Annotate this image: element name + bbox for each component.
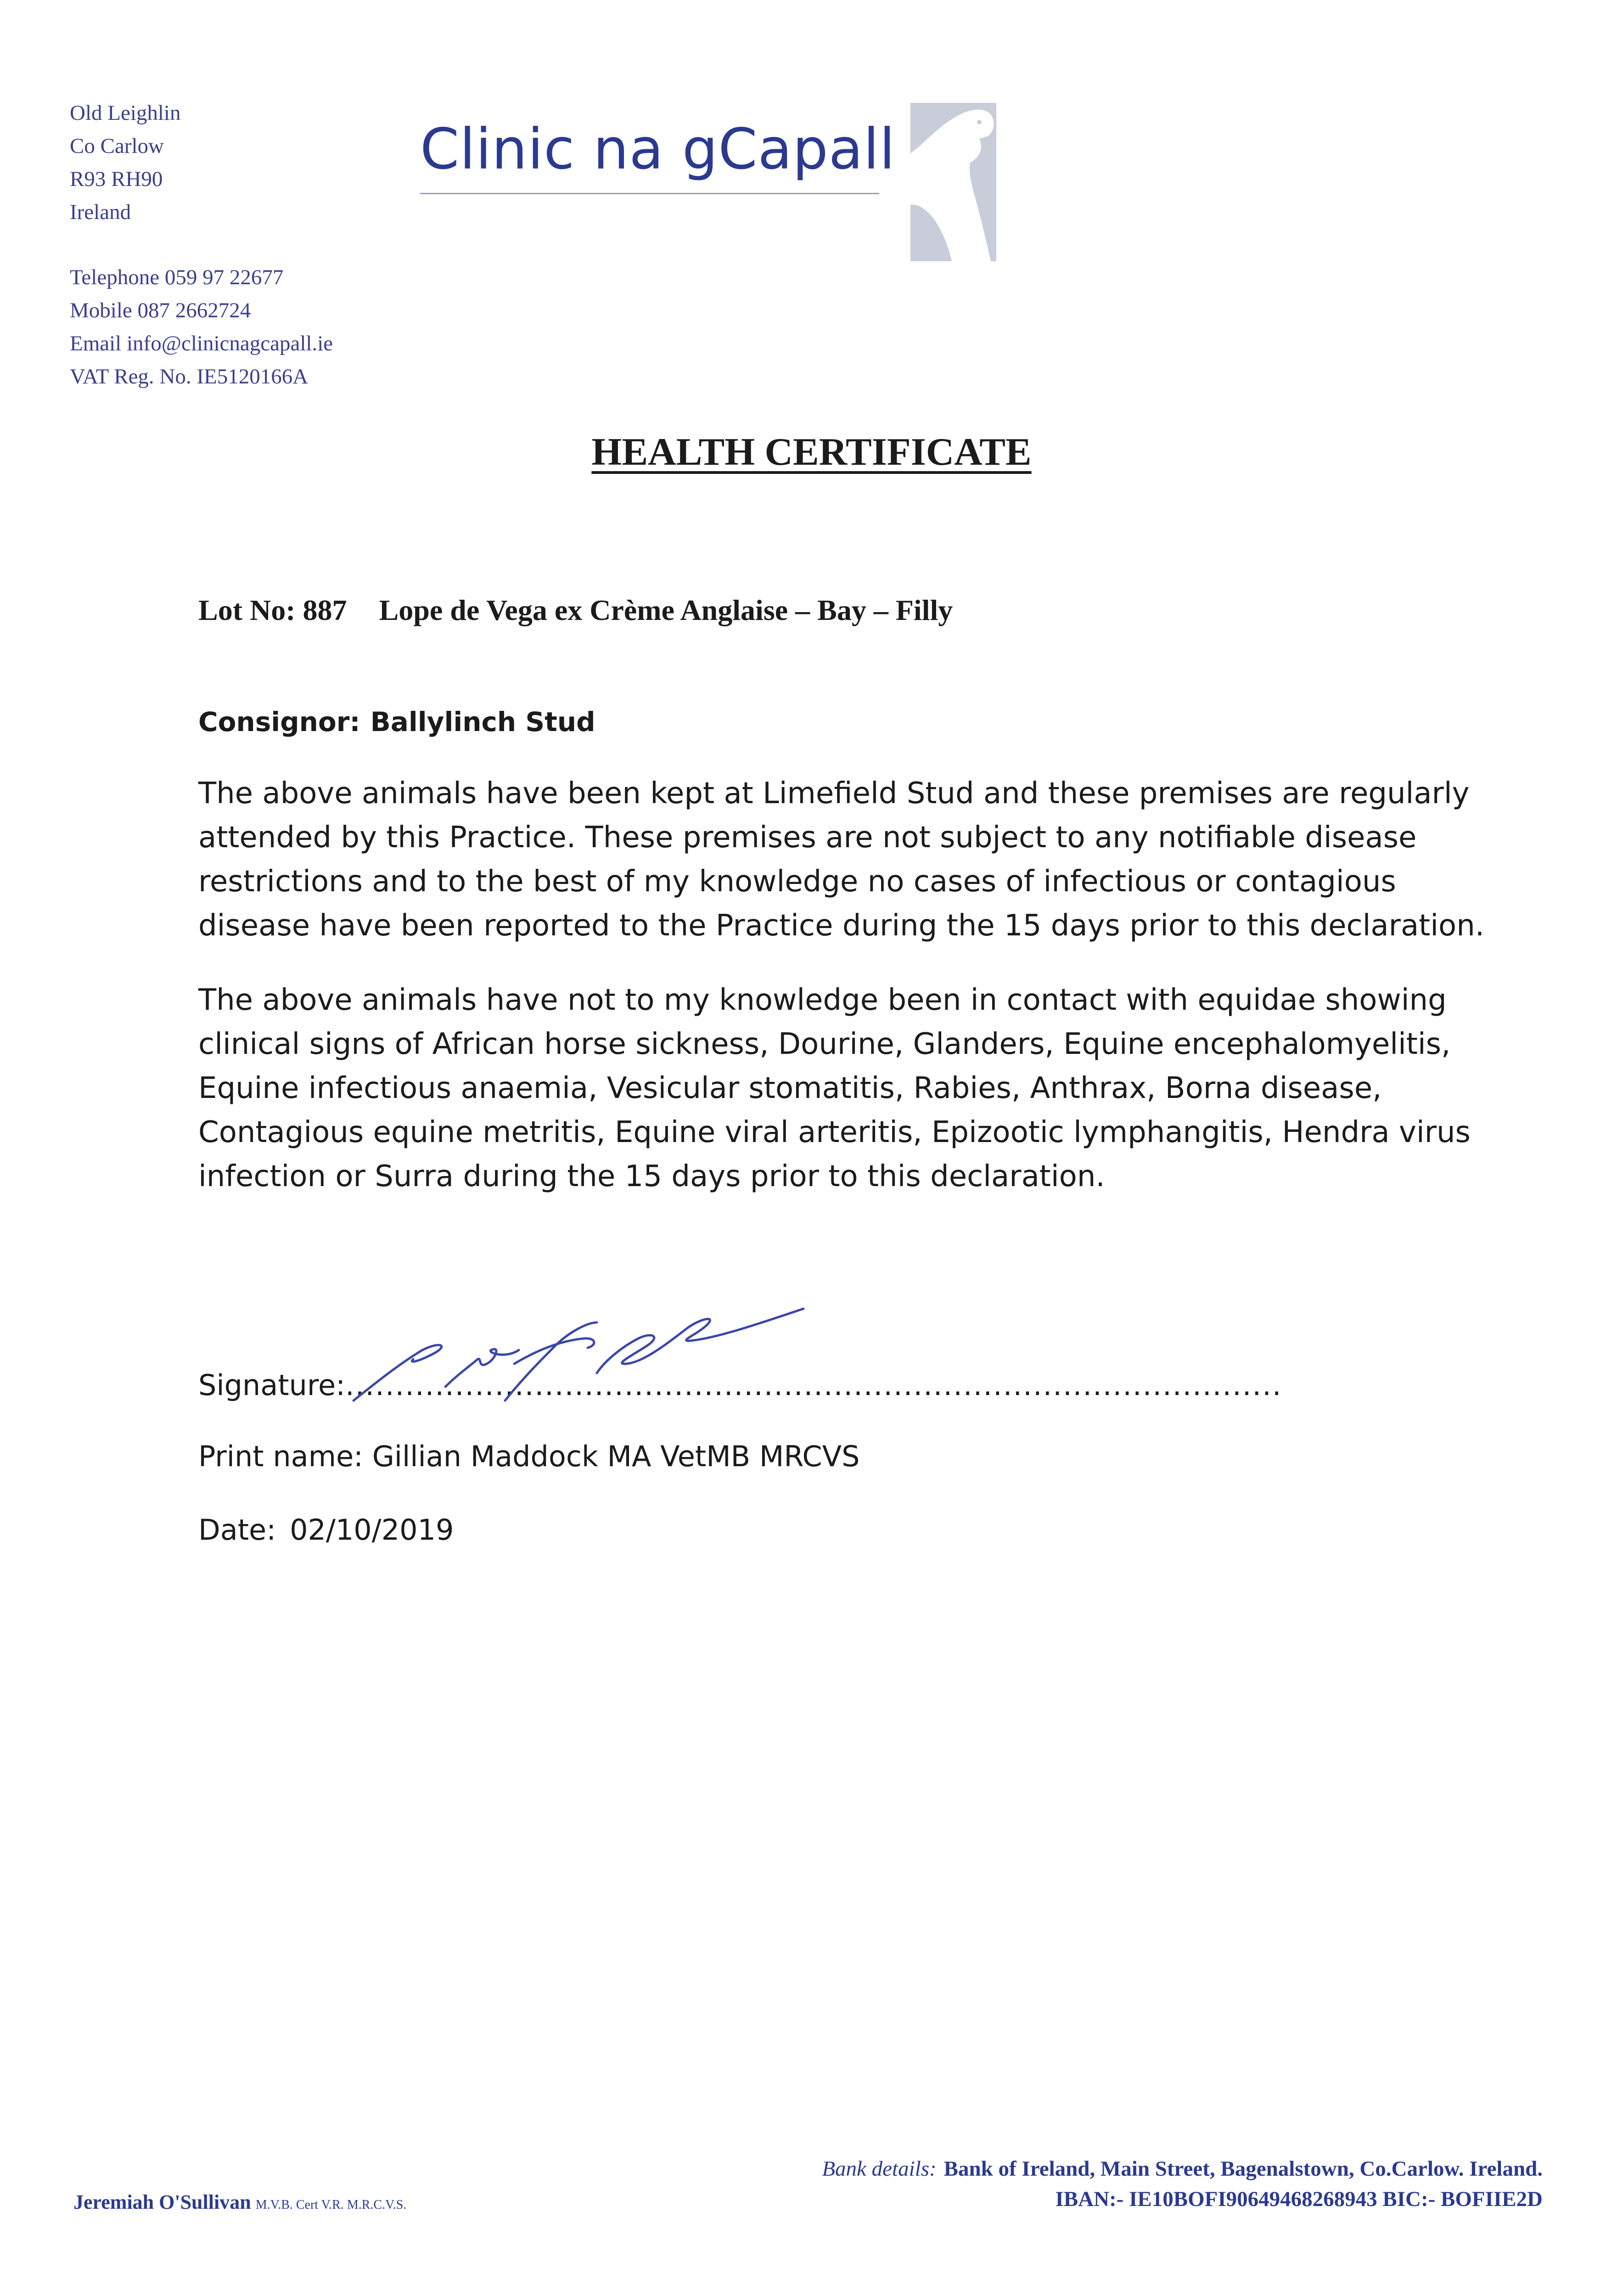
consignor-line [198, 706, 595, 737]
paragraph-line: The above animals have been kept at Limefield Stud and these premises are regularly [198, 777, 1470, 810]
email-line: Email info@clinicnagcapall.ie [70, 332, 333, 355]
bank-address: Bank of Ireland, Main Street, Bagenalstown, Co.Carlow. Ireland. [943, 2157, 1543, 2181]
footer-bank-details [822, 2154, 1543, 2214]
iban-bic: IBAN:- IE10BOFI90649468268943 BIC:- BOFIIE2D [1055, 2187, 1543, 2211]
paragraph-line: The above animals have not to my knowledge been in contact with equidae showing [198, 983, 1447, 1017]
print-name: Print name: Gillian Maddock MA VetMB MRCVS [198, 1440, 860, 1473]
handwritten-signature [340, 1295, 891, 1414]
address-line: Co Carlow [70, 134, 164, 158]
address-line: Ireland [70, 200, 131, 224]
paragraph-line: disease have been reported to the Practice during the 15 days prior to this declaration. [198, 909, 1485, 943]
paragraph-line: attended by this Practice. These premises are not subject to any notifiable disease [198, 821, 1417, 855]
vet-qualifications: M.V.B. Cert V.R. M.R.C.V.S. [255, 2198, 407, 2212]
bank-label: Bank details: [822, 2157, 937, 2181]
paragraph-line: restrictions and to the best of my knowledge no cases of infectious or contagious [198, 865, 1396, 899]
address-line: R93 RH90 [70, 167, 163, 191]
horse-head-icon [910, 103, 996, 261]
paragraph-line: Contagious equine metritis, Equine viral arteritis, Epizootic lymphangitis, Hendra virus [198, 1115, 1471, 1149]
lot-line [198, 593, 953, 627]
paragraph-line: Equine infectious anaemia, Vesicular stomatitis, Rabies, Anthrax, Borna disease, [198, 1071, 1382, 1105]
clinic-logo-text: Clinic na gCapall [420, 117, 896, 182]
address-line: Old Leighlin [70, 101, 181, 125]
signature-dots: .............................................................................................. [345, 1368, 1282, 1402]
date-label: Date: [198, 1513, 276, 1547]
page-title: HEALTH CERTIFICATE [591, 430, 1032, 473]
disease-contact-paragraph [198, 978, 1471, 1199]
signature-label: Signature: [198, 1368, 345, 1402]
letterhead-address [70, 96, 333, 393]
lot-description: Lope de Vega ex Crème Anglaise – Bay – Filly [379, 594, 953, 626]
lot-number: Lot No: 887 [198, 594, 347, 626]
footer-vet [73, 2190, 406, 2214]
date-value: 02/10/2019 [290, 1513, 454, 1547]
telephone-line: Telephone 059 97 22677 [70, 265, 284, 289]
vat-line: VAT Reg. No. IE5120166A [70, 365, 309, 388]
date-line [198, 1513, 454, 1547]
logo-underline [420, 193, 879, 194]
vet-name: Jeremiah O'Sullivan [73, 2191, 251, 2213]
mobile-line: Mobile 087 2662724 [70, 298, 251, 322]
premises-paragraph [198, 771, 1485, 948]
consignor-value: Ballylinch Stud [370, 706, 595, 737]
paragraph-line: infection or Surra during the 15 days prior to this declaration. [198, 1159, 1105, 1193]
consignor-label: Consignor: [198, 706, 360, 737]
paragraph-line: clinical signs of African horse sickness, Dourine, Glanders, Equine encephalomyelitis, [198, 1027, 1451, 1061]
